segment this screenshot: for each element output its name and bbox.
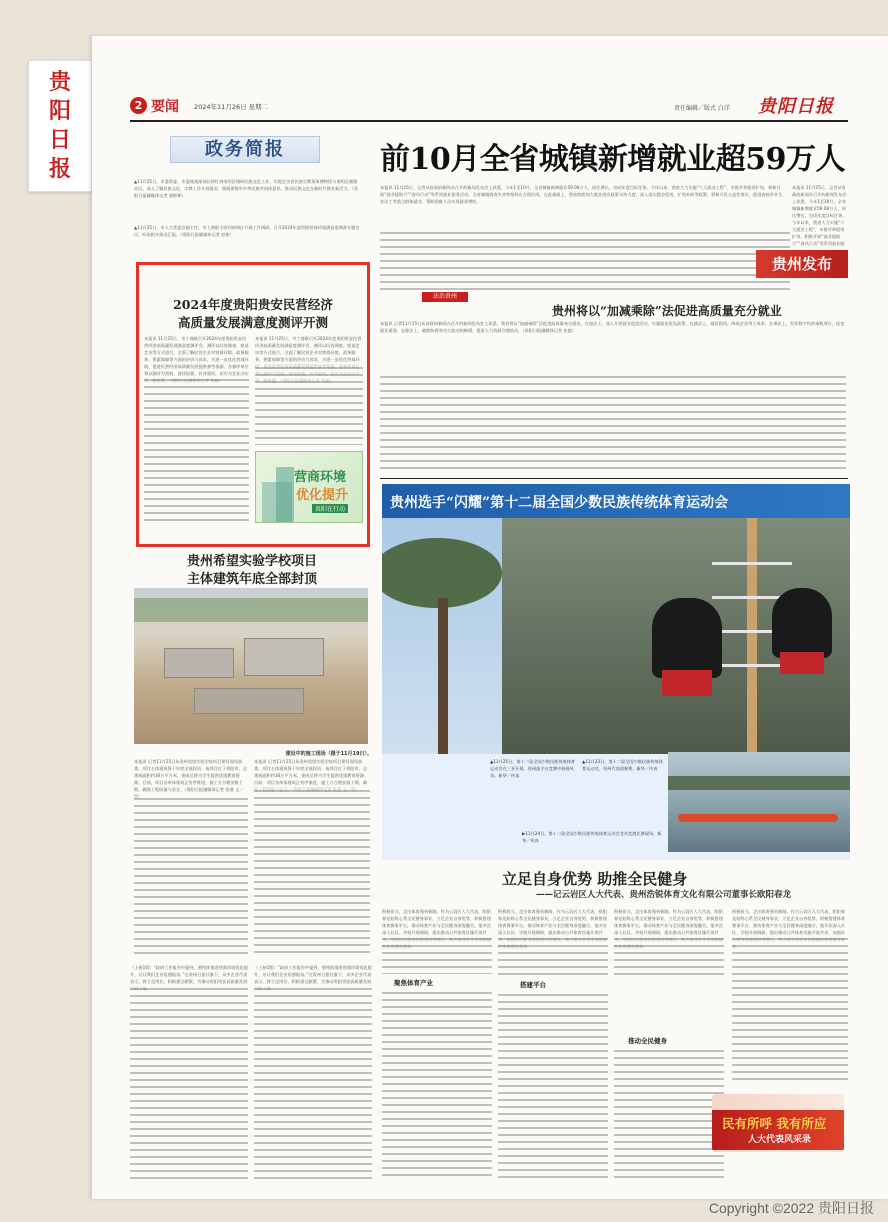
header-rule [130, 120, 848, 122]
feature-body-col3: 积极担当，走出体育强省新路。作为云岩区人大代表，欧阳春龙始终心系全民健身事业，立足企业自身优势，积极搭建体育赛事平台，推动体育产业与全民健身深度融合。他多次深入社区、学校开展调研，提出推动公共体育设施开放共 [614, 909, 723, 935]
lower-left-shade-1 [130, 986, 248, 1182]
news-brief-item: ▲11月25日，市委常委、市委统战部部长徐红到南明区调研民族文化工作。实地走访省民族宗教事务博物馆与南明区湘雅社区，深入了解民族文化、宗教工作开展情况，强调要铸牢中华民族共同体意识，推动民族文化在新时代焕发新活力。（贵阳日报融媒体记者 郭彬彬） [134, 179, 359, 198]
school-title-line2: 主体建筑年底全部封顶 [186, 572, 317, 587]
headline-body-shade [380, 230, 790, 294]
rule-of-law-body: 本报讯 记者11月25日从省政府新闻办召开的新闻发布会上获悉，我省将以“加减乘除”法促进高质量充分就业。在加法上，深入开展就业促进活动，实施就业优先政策；在减法上，减负稳岗，降低企业用工成本；在乘法上，发挥数字经济乘数效应，拓宽就业渠道；在除法上，破除妨碍劳动力流动的障碍，促进人力资源合理流动。（贵阳日报融媒体记者 张鹿） [380, 321, 845, 333]
school-body-col1-shade [134, 796, 248, 958]
blade-rung [712, 562, 792, 565]
copyright-footer: Copyright ©2022 贵阳日报 [708, 1200, 874, 1216]
feature-body-col4: 积极担当，走出体育强省新路。作为云岩区人大代表，欧阳春龙始终心系全民健身事业，立足企业自身优势，积极搭建体育赛事平台，推动体育产业与全民健身深度融合。他多次深入社区、学校开展调研，提出推动公共体育设施开放共享、加强社 [732, 909, 846, 935]
ad-building-graphic-2 [276, 467, 294, 522]
sports-caption-1: ▲11月25日，第十二届全国少数民族传统体育运动会在三亚开幕，贵州选手在竞赛中展现风采。新华／传真 [490, 759, 576, 778]
page-number-badge: 2 [130, 97, 147, 114]
building-block [164, 648, 234, 678]
climbing-pole [747, 518, 757, 754]
school-body-col1: 本报讯 记者11月25日从贵州希望实验学校项目建设现场获悉，项目主体建筑将于年底全部封顶。该项目位于贵阳市，总建筑面积约30万平方米，建成后将为学生提供优质教育资源。目前，项目各单体建筑正有序推进，施工方合理安排工期，确保工程质量与安全。（贵阳日报融媒体记者 张曼 文／ [134, 759, 248, 792]
page-header [130, 94, 846, 120]
rule-of-law-kicker [422, 292, 468, 302]
feature-body-col3-shade [614, 936, 724, 976]
red-skirt [662, 670, 712, 696]
rule-of-law-bottom-rule [380, 478, 848, 479]
feature-body-col2-shade-2 [498, 992, 608, 1182]
feature-subhead-1: 聚焦体育产业 [394, 979, 433, 987]
feature-subhead-3: 推动全民健身 [628, 1037, 667, 1045]
masthead-logo: 贵阳日报 [758, 96, 834, 117]
feature-body-col1-shade-2 [382, 990, 492, 1180]
feature-body-col3-shade-2 [614, 1048, 724, 1182]
rule-of-law-title: 贵州将以“加减乘除”法促进高质量充分就业 [552, 304, 782, 318]
rule-of-law-shade [380, 374, 846, 474]
feature-body-col1: 积极担当，走出体育强省新路。作为云岩区人大代表，欧阳春龙始终心系全民健身事业，立足企业自身优势，积极搭建体育赛事平台，推动体育产业与全民健身深度融合。他多次深入社区、学校开展调研，提出推动公共体育设施开放共 [382, 909, 491, 935]
survey-article[interactable] [136, 262, 370, 547]
boat [678, 814, 838, 822]
school-photo-caption: 建设中的施工现场（摄于11月19日）。 [285, 751, 372, 757]
side-brand-char: 贵 [48, 69, 71, 95]
side-brand-char: 阳 [48, 98, 71, 124]
news-brief-item: ▲11月25日，市人大常委会副主任、市工商联主席到南明区开展工作调研。召开2024年度贵阳营商环境满意度调查专题会议，听取相关情况汇报。（贵阳日报融媒体记者 赵彬） [134, 225, 360, 237]
business-environment-ad [255, 451, 363, 523]
survey-title-line1: 2024年度贵阳贵安民营经济 [173, 297, 333, 312]
lower-left-shade-2 [254, 986, 372, 1182]
newspaper-page[interactable] [92, 36, 888, 1199]
news-brief-title: 政务简报 [205, 139, 285, 160]
palm-trunk [438, 598, 448, 754]
survey-body-col2: 本报讯 11月25日，市工商联召开2024年度贵阳贵安民营经济高质量发展满意度测评会。测评以问卷调查、座谈走访等方式进行，全面了解民营企业对营商环境、政务服务、要素保障等方面的评价与诉求，为进一步优化营商环 [255, 336, 362, 362]
survey-title-line2: 高质量发展满意度测评开测 [177, 315, 328, 330]
feature-body-col2: 积极担当，走出体育强省新路。作为云岩区人大代表，欧阳春龙始终心系全民健身事业，立足企业自身优势，积极搭建体育赛事平台，推动体育产业与全民健身深度融合。他多次深入社区、学校开展调研，提出推动公共体育设施开放共 [498, 909, 607, 935]
sports-title-bar [382, 484, 850, 518]
survey-body-col1: 本报讯 11月25日，市工商联召开2024年度贵阳贵安民营经济高质量发展满意度测评会。测评以问卷调查、座谈走访等方式进行，全面了解民营企业对营商环境、政务服务、要素保障等方面的评价与诉求，为进一步优化营商环境、促进民营经济高质量发展提供参考依据。各参评单位将以测评为契机，查找短板、补齐弱项，切实为企业办实 [144, 336, 249, 376]
feature-body-col4-shade [732, 936, 848, 1084]
dragon-boat-photo [668, 752, 850, 852]
red-skirt [780, 652, 824, 674]
section-label: 要闻 [151, 99, 179, 115]
building-block [194, 688, 304, 714]
guizhou-fabu-label [756, 250, 848, 278]
athlete-figure [772, 588, 832, 658]
sports-caption-3: ▶11月24日，第十二届全国少数民族传统体育运动会龙舟竞渡比赛现场。新华／传真 [522, 831, 662, 843]
school-body-col2-shade [254, 788, 370, 958]
pole-climbing-photo [502, 518, 850, 754]
rule-of-law-kicker-text: 法治贵州 [432, 293, 457, 300]
news-brief-title-box [170, 136, 320, 163]
lower-left-body-col1: （上接1版）“政府工作报告中提到，要持续推进营商环境优化提升，这让我们企业倍感振奋。”在贵州日报社旗下，众多企业代表表示，将立足岗位，积极建言献策，为推动贵阳贵安高质量发展 [130, 965, 248, 984]
ad-title-line2: 优化提升 [296, 488, 349, 503]
lower-left-body-col2: （上接1版）“政府工作报告中提到，要持续推进营商环境优化提升，这让我们企业倍感振奋。”在贵州日报社旗下，众多企业代表表示，将立足岗位，积极建言献策，为推动贵阳贵安高质量发展 [254, 965, 372, 984]
green-field [134, 598, 368, 622]
side-brand-label [28, 60, 92, 192]
main-headline: 前10月全省城镇新增就业超59万人 [380, 142, 845, 177]
guizhou-fabu-text: 贵州发布 [771, 255, 832, 273]
banner-title: 民有所呼 我有所应 [722, 1116, 827, 1131]
headline-body: 本报讯 11月25日，记者从省政府新闻办召开的新闻发布会上获悉，今年1至10月，全省城镇新增就业59.08万人，同比增长，完成年度目标任务。今年以来，我省大力实施“六大就业工程”，多措并举稳岗扩岗，积极开展“就业援助月”“春风行动”等系列就业服务活动，全省城镇调查失业率保持在合理区间。在此基础上，我省持续加大就业创业政策支持力度，深入落实援企稳岗、扩岗补助等政策，积极开发公益性岗位，促进高校毕业生、农民工等重点群体就业，帮助困难人员实现就业增收。 [380, 185, 787, 204]
banner-subtitle: 人大代表风采录 [748, 1135, 812, 1145]
ad-title-line1: 营商环境 [294, 470, 347, 485]
feature-title: 立足自身优势 助推全民健身 [502, 870, 688, 888]
issue-date: 2024年11月26日 星期二 [194, 103, 269, 111]
survey-body-col2-shade [255, 365, 363, 445]
building-block [244, 638, 324, 676]
sports-section [382, 484, 850, 860]
survey-body-col1-shade [144, 377, 249, 523]
feature-subhead-2: 搭建平台 [520, 981, 546, 989]
sports-caption-2: ▲11月23日，第十二届全国少数民族传统体育运动会，贵州代表团参赛。新华／传真 [582, 759, 663, 771]
school-title-line1: 贵州希望实验学校项目 [186, 554, 317, 569]
editor-line: 责任编辑／版式 白洋 [674, 105, 730, 112]
side-brand-char: 报 [48, 156, 71, 182]
npc-banner [712, 1094, 844, 1152]
headline-body-continued: 本报讯 11月25日，记者从省政府新闻办召开的新闻发布会上获悉，今年1至10月，全省城镇新增就业59.08万人，同比增长，完成年度目标任务。今年以来，我省大力实施“六大就业工程”，多措并举稳岗扩岗，积极开展“就业援助月”“春风行动”等系列就业服 [792, 185, 847, 246]
side-brand-char: 日 [48, 127, 71, 153]
trees [668, 776, 850, 790]
palm-tree-photo [382, 518, 502, 754]
feature-body-col2-shade [498, 936, 608, 976]
athlete-figure [652, 598, 722, 678]
feature-subtitle: ——记云岩区人大代表、贵州浩锐体育文化有限公司董事长欧阳春龙 [536, 890, 792, 900]
school-body-col2: 本报讯 记者11月25日从贵州希望实验学校项目建设现场获悉，项目主体建筑将于年底全部封顶。该项目位于贵阳市，总建筑面积约30万平方米，建成后将为学生提供优质教育资源。目前，项目各单体建筑正有序推进，施工方合理安排工期，确 [254, 759, 369, 785]
feature-body-col1-shade [382, 936, 492, 974]
construction-site-photo [134, 588, 368, 744]
ad-subtitle: 贵阳在行动 [312, 504, 348, 513]
sports-title: 贵州选手“闪耀”第十二届全国少数民族传统体育运动会 [390, 495, 729, 511]
